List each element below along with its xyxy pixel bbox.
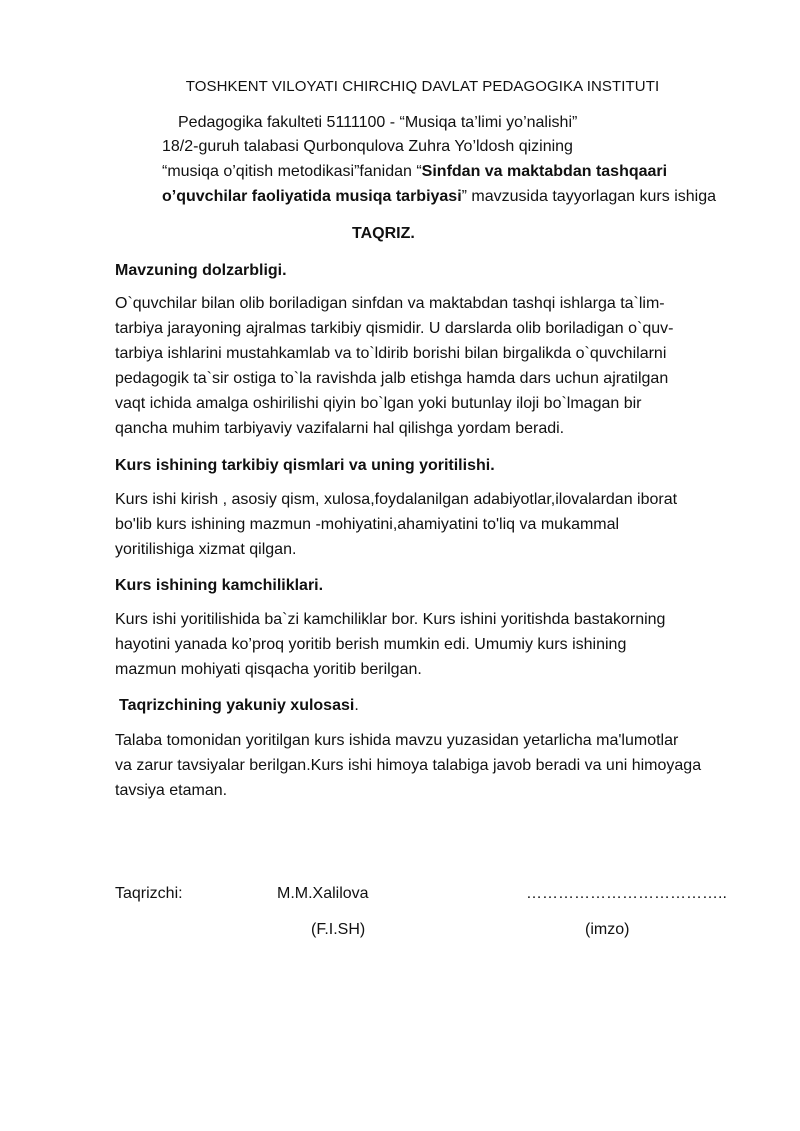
reviewer-label: Taqrizchi: — [115, 885, 183, 902]
topic-line — [162, 188, 716, 206]
paragraph-line: O`quvchilar bilan olib boriladigan sinfdan va maktabdan tashqi ishlarga ta`lim- — [115, 295, 665, 312]
section-heading-shortcomings: Kurs ishining kamchiliklari. — [115, 577, 324, 594]
topic-suffix: ” mavzusida tayyorlagan kurs ishiga — [461, 188, 716, 205]
topic-title-part1: Sinfdan va maktabdan tashqaari — [421, 163, 668, 180]
section-paragraph-relevance — [115, 291, 735, 441]
paragraph-line: qancha muhim tarbiyaviy vazifalarni hal qilishga yordam beradi. — [115, 420, 565, 437]
section-heading-structure: Kurs ishining tarkibiy qismlari va uning yoritilishi. — [115, 457, 495, 474]
student-line: 18/2-guruh talabasi Qurbonqulova Zuhra Yo’ldosh qizining — [162, 138, 573, 155]
subject-text: “musiqa o’qitish metodikasi”fanidan “ — [162, 163, 422, 180]
conclusion-heading-period: . — [354, 697, 359, 714]
document-title: TAQRIZ. — [352, 225, 415, 242]
section-paragraph-shortcomings — [115, 607, 735, 682]
fish-caption: (F.I.SH) — [311, 921, 366, 938]
paragraph-line: tavsiya etaman. — [115, 782, 228, 799]
topic-title-part2: o’quvchilar faoliyatida musiqa tarbiyasi — [162, 188, 462, 205]
conclusion-heading-text: Taqrizchining yakuniy xulosasi — [119, 697, 355, 714]
paragraph-line: Kurs ishi yoritilishida ba`zi kamchiliklar bor. Kurs ishini yoritishda bastakorning — [115, 611, 666, 628]
institution-name: TOSHKENT VILOYATI CHIRCHIQ DAVLAT PEDAGOGIKA INSTITUTI — [185, 78, 660, 95]
paragraph-line: Kurs ishi kirish , asosiy qism, xulosa,foydalanilgan adabiyotlar,ilovalardan iborat — [115, 491, 678, 508]
signature-line: ……………………………….. — [526, 885, 727, 902]
paragraph-line: mazmun mohiyati qisqacha yoritib berilgan. — [115, 661, 422, 678]
section-heading-conclusion — [119, 693, 739, 718]
paragraph-line: Talaba tomonidan yoritilgan kurs ishida mavzu yuzasidan yetarlicha ma'lumotlar — [115, 732, 679, 749]
section-heading-relevance: Mavzuning dolzarbligi. — [115, 262, 287, 279]
paragraph-line: tarbiya jarayoning ajralmas tarkibiy qismidir. U darslarda olib boriladigan o`quv- — [115, 320, 674, 337]
reviewer-name: M.M.Xalilova — [277, 885, 369, 902]
subject-line — [162, 163, 667, 181]
paragraph-line: va zarur tavsiyalar berilgan.Kurs ishi himoya talabiga javob beradi va uni himoyaga — [115, 757, 702, 774]
imzo-caption: (imzo) — [585, 921, 630, 938]
paragraph-line: vaqt ichida amalga oshirilishi qiyin bo`lgan yoki butunlay iloji bo`lmagan bir — [115, 395, 642, 412]
paragraph-line: pedagogik ta`sir ostiga to`la ravishda jalb etishga hamda dars uchun ajratilgan — [115, 370, 669, 387]
section-paragraph-conclusion — [115, 728, 735, 803]
faculty-line: Pedagogika fakulteti 5111100 - “Musiqa ta’limi yo’nalishi” — [178, 114, 578, 131]
paragraph-line: hayotini yanada ko’proq yoritib berish mumkin edi. Umumiy kurs ishining — [115, 636, 627, 653]
paragraph-line: tarbiya ishlarini mustahkamlab va to`ldirib borishi bilan birgalikda o`quvchilarni — [115, 345, 667, 362]
section-paragraph-structure — [115, 487, 735, 562]
paragraph-line: bo'lib kurs ishining mazmun -mohiyatini,ahamiyatini to'liq va mukammal — [115, 516, 620, 533]
paragraph-line: yoritilishiga xizmat qilgan. — [115, 541, 297, 558]
